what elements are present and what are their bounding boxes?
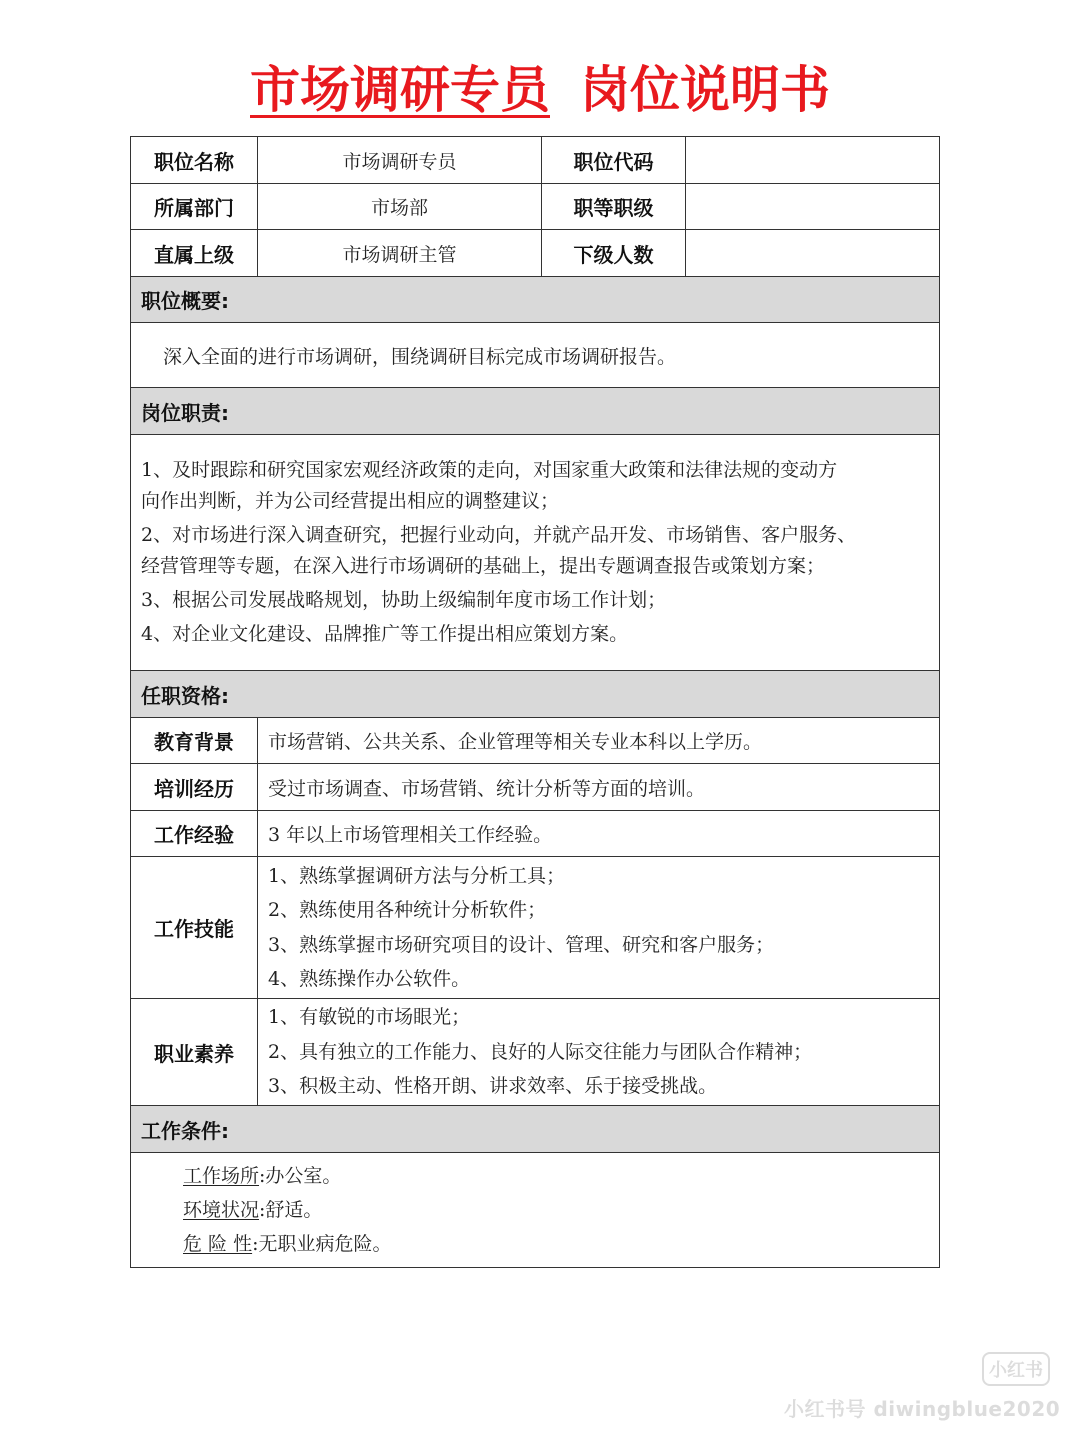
quality-item: 2、具有独立的工作能力、良好的人际交往能力与团队合作精神； [268,1040,813,1063]
condition-risk [183,1227,939,1261]
supervisor-value: 市场调研主管 [258,230,542,277]
duties-list [131,435,940,671]
skills-label: 工作技能 [131,857,258,999]
education-value: 市场营销、公共关系、企业管理等相关专业本科以上学历。 [258,718,940,764]
watermark-logo: 小红书 [982,1352,1050,1386]
position-name-value: 市场调研专员 [258,137,542,184]
duty-item-1-line-1: 1、及时跟踪和研究国家宏观经济政策的走向，对国家重大政策和法律法规的变动方 [141,459,838,481]
condition-environment-value: :舒适。 [259,1199,323,1221]
duty-item-2-line-2: 经营管理等专题，在深入进行市场调研的基础上，提出专题调查报告或策划方案； [141,555,826,577]
experience-label: 工作经验 [131,811,258,857]
grade-value [686,184,940,230]
qualifications-header: 任职资格: [131,671,940,718]
overview-header: 职位概要: [131,277,940,323]
condition-place-key: 工作场所 [183,1165,260,1187]
skill-item: 1、熟练掌握调研方法与分析工具； [268,864,566,887]
job-description-table [130,136,940,1268]
skill-item: 3、熟练掌握市场研究项目的设计、管理、研究和客户服务； [268,933,775,956]
title-sub: 岗位说明书 [580,61,830,119]
experience-value: 3 年以上市场管理相关工作经验。 [258,811,940,857]
condition-environment [183,1193,939,1227]
condition-place [183,1159,939,1193]
quality-item: 3、积极主动、性格开朗、讲求效率、乐于接受挑战。 [268,1075,718,1098]
condition-risk-value: :无职业病危险。 [252,1233,392,1255]
row-position-name [131,137,940,184]
position-code-label: 职位代码 [542,137,686,184]
condition-risk-key: 危 险 性 [183,1233,253,1255]
title-main: 市场调研专员 [250,61,550,119]
supervisor-label: 直属上级 [131,230,258,277]
duty-item-4: 4、对企业文化建设、品牌推广等工作提出相应策划方案。 [141,623,629,645]
position-name-label: 职位名称 [131,137,258,184]
duty-item-3: 3、根据公司发展战略规划，协助上级编制年度市场工作计划； [141,589,667,611]
duty-item-1-line-2: 向作出判断，并为公司经营提出相应的调整建议； [141,490,560,512]
page-title [0,58,1080,122]
skills-list [258,857,940,999]
condition-environment-key: 环境状况 [183,1199,260,1221]
skill-item: 2、熟练使用各种统计分析软件； [268,899,547,921]
subordinates-label: 下级人数 [542,230,686,277]
quality-label: 职业素养 [131,999,258,1106]
row-department [131,184,940,230]
training-label: 培训经历 [131,764,258,811]
department-value: 市场部 [258,184,542,230]
grade-label: 职等职级 [542,184,686,230]
condition-place-value: :办公室。 [259,1165,342,1187]
skill-item: 4、熟练操作办公软件。 [268,968,471,990]
position-code-value [686,137,940,184]
duty-item-2-line-1: 2、对市场进行深入调查研究，把握行业动向，并就产品开发、市场销售、客户服务、 [141,524,857,546]
quality-item: 1、有敏锐的市场眼光； [268,1006,471,1029]
duties-header: 岗位职责: [131,388,940,435]
conditions-list [131,1153,940,1268]
conditions-header: 工作条件: [131,1106,940,1153]
department-label: 所属部门 [131,184,258,230]
subordinates-value [686,230,940,277]
education-label: 教育背景 [131,718,258,764]
row-supervisor [131,230,940,277]
training-value: 受过市场调查、市场营销、统计分析等方面的培训。 [258,764,940,811]
overview-text: 深入全面的进行市场调研，围绕调研目标完成市场调研报告。 [131,323,940,388]
watermark-id: 小红书号 diwingblue2020 [784,1397,1061,1421]
quality-list [258,999,940,1106]
